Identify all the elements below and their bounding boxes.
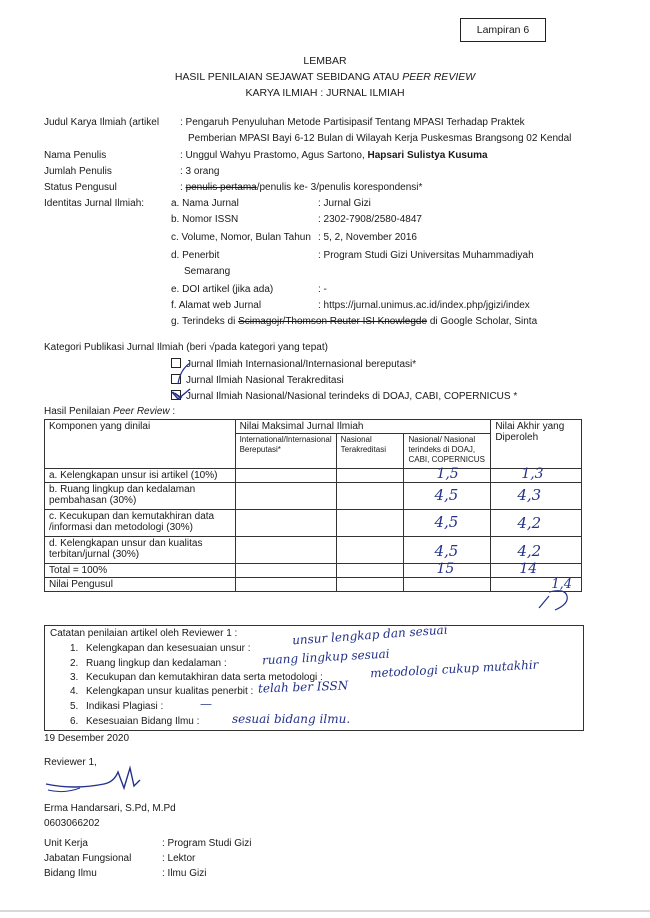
judul-value-1: : Pengaruh Penyuluhan Metode Partisipasif Tentang MPASI Terhadap Praktek [180,117,525,128]
bidang-label: Bidang Ilmu [44,868,97,879]
cell-empty [235,483,336,510]
hasil-label-italic: Peer Review [112,406,170,417]
hw-note-1: unsur lengkap dan sesuai [291,622,448,648]
reviewer-nip: 0603066202 [44,818,100,829]
hw-note-4: telah ber ISSN [257,678,349,696]
judul-value-2: Pemberian MPASI Bayi 6-12 Bulan di Wilayah Kerja Puskesmas Brangsong 02 Kendal [188,133,572,144]
signature-icon [44,760,164,800]
identitas-a-value: : Jurnal Gizi [318,198,371,209]
catatan-item-6: Kesesuaian Bidang Ilmu : [86,716,200,727]
cell-empty [235,469,336,483]
terindeks-strike: Scimagojr/Thomson Reuter ISI Knowlegde [238,316,428,327]
page-edge [0,910,650,912]
hw-note-3: metodologi cukup mutakhir [369,657,539,681]
cell-nasional [404,537,491,564]
identitas-f-value: : https://jurnal.unimus.ac.id/index.php/jgizi/index [318,300,530,311]
status-label: Status Pengusul [44,182,117,193]
catatan-item-3: Kecukupan dan kemutakhiran data serta metodologi : [86,672,323,683]
judul-label: Judul Karya Ilmiah (artikel [44,117,160,128]
handwritten-mark-icon [535,588,575,612]
cell-empty [235,564,336,578]
identitas-f-label: f. Alamat web Jurnal [171,300,262,311]
row-label: a. Kelengkapan unsur isi artikel (10%) [45,469,236,483]
status-strike: penulis pertama [185,182,257,193]
subheader-internasional: International/Internasional Bereputasi* [235,434,336,469]
subheader-terakreditasi: Nasional Terakreditasi [336,434,404,469]
kategori-option-2-label: Jurnal Ilmiah Nasional Terakreditasi [186,375,344,386]
jabatan-label: Jabatan Fungsional [44,853,132,864]
signature-date: 19 Desember 2020 [44,733,130,744]
cell-empty [336,564,404,578]
hw-total-nasional: 15 [436,561,455,577]
pengusul-label: Nilai Pengusul [45,578,236,592]
catatan-item-4: Kelengkapan unsur kualitas penerbit : [86,686,254,697]
table-row [45,510,582,537]
lampiran-box [460,18,546,42]
hasil-label [44,406,175,417]
identitas-e-label: e. DOI artikel (jika ada) [171,284,274,295]
bidang-value: : Ilmu Gizi [162,868,207,879]
status-rest: /penulis ke- 3/penulis korespondensi* [256,182,423,193]
identitas-g [171,316,537,327]
table-row [45,537,582,564]
catatan-item-1: Kelengkapan dan kesesuaian unsur : [86,643,251,654]
unit-value: : Program Studi Gizi [162,838,252,849]
jumlah-value: : 3 orang [180,166,220,177]
identitas-d-label: d. Penerbit [171,250,220,261]
catatan-num-4: 4. [70,686,79,697]
catatan-num-1: 1. [70,643,79,654]
cell-empty [336,537,404,564]
cell-nasional [404,466,491,483]
review-table [44,419,582,592]
nama-value [180,150,488,161]
terindeks-prefix: g. Terindeks di [171,316,239,327]
hasil-label-text: Hasil Penilaian [44,406,113,417]
catatan-num-6: 6. [70,716,79,727]
header-nilai-maksimal: Nilai Maksimal Jurnal Ilmiah [235,420,491,434]
hw-akhir-c: 4,2 [517,514,542,532]
cell-empty [336,510,404,537]
identitas-c-label: c. Volume, Nomor, Bulan Tahun [171,232,311,243]
nama-label: Nama Penulis [44,150,107,161]
nama-proposer: Hapsari Sulistya Kusuma [367,150,488,161]
identitas-b-label: b. Nomor ISSN [171,214,239,225]
header-title: LEMBAR [303,55,347,67]
hw-total-akhir: 14 [519,561,538,577]
hasil-label-colon: : [169,406,176,417]
catatan-num-3: 3. [70,672,79,683]
table-row [45,469,582,483]
catatan-item-5: Indikasi Plagiasi : [86,701,164,712]
row-label: b. Ruang lingkup dan kedalaman pembahasan (30%) [45,483,236,510]
hw-akhir-a: 1,3 [521,466,544,482]
kategori-option-3 [171,390,517,402]
hw-nasional-a: 1,5 [436,466,459,482]
cell-empty [336,578,404,592]
cell-empty [235,537,336,564]
catatan-num-2: 2. [70,658,79,669]
jabatan-value: : Lektor [162,853,196,864]
header-komponen: Komponen yang dinilai [45,420,236,469]
identitas-e-value: : - [318,284,327,295]
kategori-label: Kategori Publikasi Jurnal Ilmiah (beri √pada kategori yang tepat) [44,342,328,353]
hw-nasional-b: 4,5 [434,486,459,504]
table-row-pengusul [45,578,582,592]
hw-note-5: — [200,697,212,711]
hw-note-2: ruang lingkup sesuai [261,646,390,668]
identitas-a-label: a. Nama Jurnal [171,198,239,209]
terindeks-suffix: di Google Scholar, Sinta [427,316,538,327]
cell-akhir [491,561,582,578]
row-label: d. Kelengkapan unsur dan kualitas terbitan/jurnal (30%) [45,537,236,564]
jumlah-label: Jumlah Penulis [44,166,112,177]
identitas-b-value: : 2302-7908/2580-4847 [318,214,422,225]
identitas-d-value: : Program Studi Gizi Universitas Muhammadiyah [318,250,534,261]
row-label: c. Kecukupan dan kemutakhiran data /informasi dan metodologi (30%) [45,510,236,537]
cell-nasional [404,483,491,510]
kategori-option-1 [171,358,416,370]
kategori-option-3-label: Jurnal Ilmiah Nasional/Nasional terindeks di DOAJ, CABI, COPERNICUS * [186,391,518,402]
lampiran-label: Lampiran 6 [476,24,530,36]
header-subtitle-text: HASIL PENILAIAN SEJAWAT SEBIDANG ATAU [174,71,403,83]
total-label: Total = 100% [45,564,236,578]
status-value [180,182,422,193]
reviewer-label: Reviewer 1, [44,757,97,768]
header-subtitle-italic: PEER REVIEW [402,71,476,83]
cell-akhir [491,466,582,483]
cell-akhir [491,537,582,564]
cell-akhir [491,483,582,510]
cell-empty [235,578,336,592]
header-subtitle [0,71,650,83]
subheader-nasional-terindeks: Nasional/ Nasional terindeks di DOAJ, CABI, COPERNICUS [404,434,491,469]
cell-empty [336,483,404,510]
unit-label: Unit Kerja [44,838,88,849]
kategori-option-1-label: Jurnal Ilmiah Internasional/Internasional bereputasi* [186,359,417,370]
hw-nasional-c: 4,5 [434,513,459,531]
hw-akhir-d: 4,2 [517,542,542,560]
header-subtitle-2: KARYA ILMIAH : JURNAL ILMIAH [245,87,405,99]
cell-empty [235,510,336,537]
hw-nasional-d: 4,5 [434,542,459,560]
header-nilai-akhir: Nilai Akhir yang Diperoleh [491,420,582,469]
hw-note-6: sesuai bidang ilmu. [232,712,351,726]
kategori-option-2 [171,374,344,386]
identitas-label: Identitas Jurnal Ilmiah: [44,198,145,209]
catatan-item-2: Ruang lingkup dan kedalaman : [86,658,227,669]
cell-nasional [404,561,491,578]
table-row-total [45,564,582,578]
hw-akhir-b: 4,3 [517,486,542,504]
cell-empty [404,578,491,592]
cell-nasional [404,510,491,537]
hw-pengusul: 1,4 [551,577,573,592]
handwritten-check-icon [170,362,192,402]
identitas-c-value: : 5, 2, November 2016 [318,232,417,243]
table-row [45,483,582,510]
catatan-title: Catatan penilaian artikel oleh Reviewer 1 : [50,628,238,639]
status-colon: : [180,182,186,193]
catatan-num-5: 5. [70,701,79,712]
identitas-d-cont: Semarang [184,266,231,277]
nama-authors: : Unggul Wahyu Prastomo, Agus Sartono, [180,150,368,161]
cell-empty [336,469,404,483]
cell-akhir [491,510,582,537]
reviewer-name: Erma Handarsari, S.Pd, M.Pd [44,803,176,814]
